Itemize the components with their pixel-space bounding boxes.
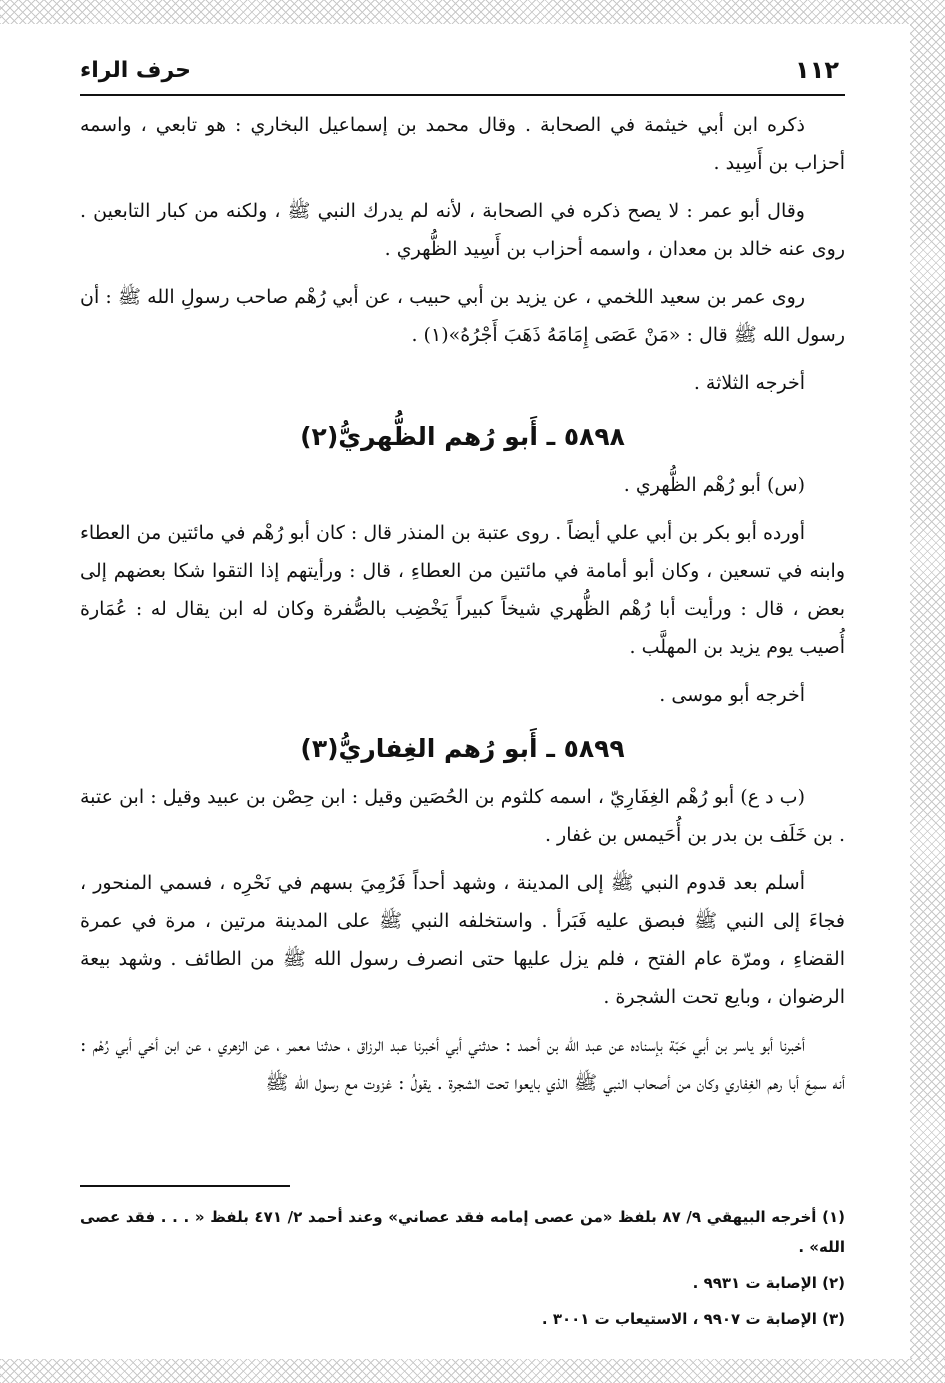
entry-heading: ٥٨٩٨ ـ أَبو رُهم الظُّهريُّ(٢) — [300, 422, 625, 451]
book-page — [80, 48, 845, 1348]
paragraph: أخرجه أبو موسى . — [659, 684, 805, 706]
footnotes — [80, 1202, 845, 1340]
running-title: حرف الراء — [80, 58, 192, 83]
paragraph: أخبرنا أبو ياسر بن أبي حَبّة بإسناده عن عبد الله بن أحمد : حدثني أبي أخبرنا عبد الرزاق ، حدثنا معمر ، عن الزهري ، عن ابن أخي أبي رُهْم : أنه سمِعَ أبا رهم الغِفاري وكان من أصحاب النبي ﷺ الذي بايعوا تحت الشجرة . يقولُ : غزوت مع رسول الله ﷺ — [80, 1034, 845, 1094]
paragraph: أورده أبو بكر بن أبي علي أيضاً . روى عتبة بن المنذر قال : كان أبو رُهْم في مائتين من العطاء وابنه في تسعين ، وكان أبو أمامة في مائتين من العطاءِ ، قال : ورأيتهم إذا التقوا شكا بعضهم إلى بعض ، قال : ورأيت أبا رُهْم الظُّهري شيخاً كبيراً يَخْضِب بالصُّفرة وكان له ابن يقال له : عُمَارة أُصيب يوم يزيد بن المهلَّب . — [80, 522, 845, 658]
paragraph: أسلم بعد قدوم النبي ﷺ إلى المدينة ، وشهد أحداً فَرُمِيَ بسهم في نَحْرِه ، فسمي المنحور ، فجاءَ إلى النبي ﷺ فبصق عليه فَبَرأ . واستخلفه النبي ﷺ على المدينة مرتين ، مرة في عمرة القضاءِ ، ومرّة عام الفتح ، فلم يزل عليها حتى انصرف رسول الله ﷺ من الطائف . وشهد بيعة الرضوان ، وبايع تحت الشجرة . — [80, 872, 845, 1008]
footnote-2: (٢) الإصابة ت ٩٩٣١ . — [692, 1274, 845, 1292]
page-body — [80, 106, 845, 1112]
paragraph: ذكره ابن أبي خيثمة في الصحابة . وقال محمد بن إسماعيل البخاري : هو تابعي ، واسمه أحزاب بن أَسِيد . — [80, 114, 845, 174]
decorative-border-top — [0, 0, 945, 24]
paragraph: (ب د ع) أبو رُهْم الغِفَارِيّ ، اسمه كلثوم بن الحُصَين وقيل : ابن حِصْن بن عبيد وقيل : ابن عتبة . بن خَلَف بن بدر بن أُحَيمس بن غفار . — [80, 786, 845, 846]
footnote-3: (٣) الإصابة ت ٩٩٠٧ ، الاستيعاب ت ٣٠٠١ . — [541, 1310, 845, 1328]
decorative-border-bottom — [0, 1359, 945, 1383]
paragraph: أخرجه الثلاثة . — [693, 372, 805, 394]
decorative-border-right — [910, 0, 945, 1383]
paragraph: (س) أبو رُهْم الظُّهري . — [623, 474, 805, 496]
paragraph: روى عمر بن سعيد اللخمي ، عن يزيد بن أبي حبيب ، عن أبي رُهْم صاحب رسولِ الله ﷺ : أن رسول الله ﷺ قال : «مَنْ عَصَى إِمَامَهُ ذَهَبَ أَجْرُهُ»(١) . — [80, 286, 845, 346]
paragraph: وقال أبو عمر : لا يصح ذكره في الصحابة ، لأنه لم يدرك النبي ﷺ ، ولكنه من كبار التابعين . روى عنه خالد بن معدان ، واسمه أحزاب بن أَسِيد الظُّهري . — [80, 200, 845, 260]
entry-heading: ٥٨٩٩ ـ أَبو رُهم الغِفاريُّ(٣) — [300, 734, 625, 763]
page-number: ١١٢ — [795, 56, 839, 84]
page-header — [80, 48, 845, 96]
footnote-divider — [80, 1185, 290, 1187]
footnote-1: (١) أخرجه البيهقي ٩/ ٨٧ بلفظ «من عصى إمامه فقد عصاني» وعند أحمد ٢/ ٤٧١ بلفظ « . . . فقد عصى الله» . — [80, 1208, 845, 1256]
